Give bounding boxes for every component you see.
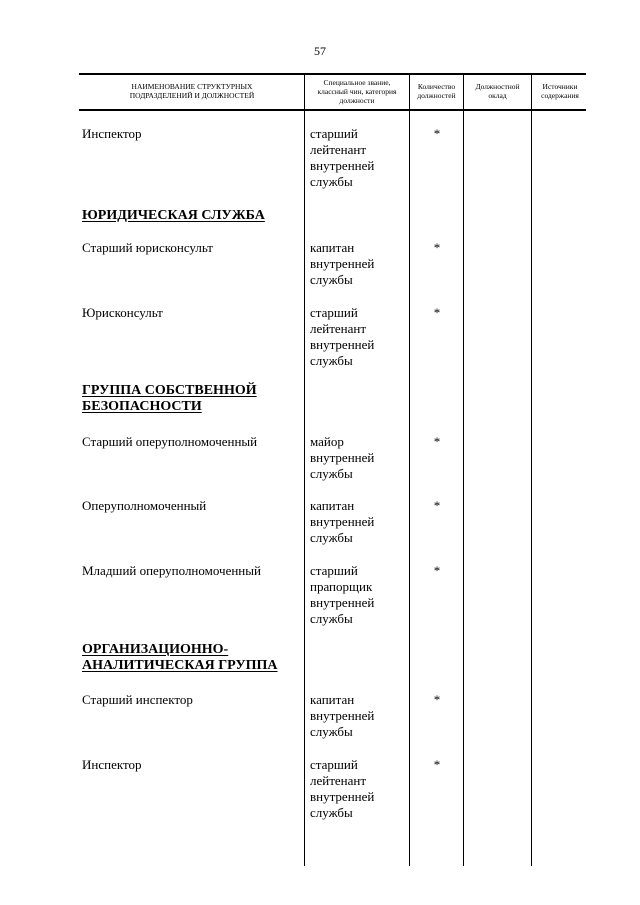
position-name: Старший юрисконсульт: [82, 240, 213, 255]
count-asterisk: *: [433, 692, 441, 707]
position-name: Юрисконсульт: [82, 305, 163, 320]
rank: капитан внутренней службы: [310, 498, 375, 545]
header-col-salary: Должностной оклад: [475, 82, 520, 100]
header-col-sources: Источники содержания: [541, 82, 579, 100]
column-divider-3: [463, 73, 464, 866]
section-heading: ОРГАНИЗАЦИОННО- АНАЛИТИЧЕСКАЯ ГРУППА: [82, 642, 278, 673]
column-divider-1: [304, 73, 305, 866]
count-asterisk: *: [433, 305, 441, 320]
position-name: Инспектор: [82, 126, 142, 141]
page-number: 57: [314, 44, 326, 58]
rank: старший лейтенант внутренней службы: [310, 757, 375, 820]
header-col-count: Количество должностей: [417, 82, 456, 100]
column-divider-2: [409, 73, 410, 866]
position-name: Инспектор: [82, 757, 142, 772]
position-name: Младший оперуполномоченный: [82, 563, 261, 578]
rank: старший лейтенант внутренней службы: [310, 126, 375, 189]
position-name: Оперуполномоченный: [82, 498, 207, 513]
rank: старший лейтенант внутренней службы: [310, 305, 375, 368]
rank: капитан внутренней службы: [310, 240, 375, 287]
count-asterisk: *: [433, 498, 441, 513]
position-name: Старший оперуполномоченный: [82, 434, 258, 449]
rank: капитан внутренней службы: [310, 692, 375, 739]
count-asterisk: *: [433, 757, 441, 772]
column-divider-4: [531, 73, 532, 866]
header-bottom-rule: [79, 109, 586, 111]
header-col-rank: Специальное звание, классный чин, категория должности: [317, 77, 397, 105]
rank: майор внутренней службы: [310, 434, 375, 481]
count-asterisk: *: [433, 563, 441, 578]
section-heading: ЮРИДИЧЕСКАЯ СЛУЖБА: [82, 208, 265, 223]
position-name: Старший инспектор: [82, 692, 193, 707]
header-col-name: НАИМЕНОВАНИЕ СТРУКТУРНЫХ ПОДРАЗДЕЛЕНИЙ И ДОЛЖНОСТЕЙ: [129, 82, 255, 100]
count-asterisk: *: [433, 240, 441, 255]
count-asterisk: *: [433, 434, 441, 449]
rank: старший прапорщик внутренней службы: [310, 563, 375, 626]
section-heading: ГРУППА СОБСТВЕННОЙ БЕЗОПАСНОСТИ: [82, 383, 257, 414]
count-asterisk: *: [433, 126, 441, 141]
